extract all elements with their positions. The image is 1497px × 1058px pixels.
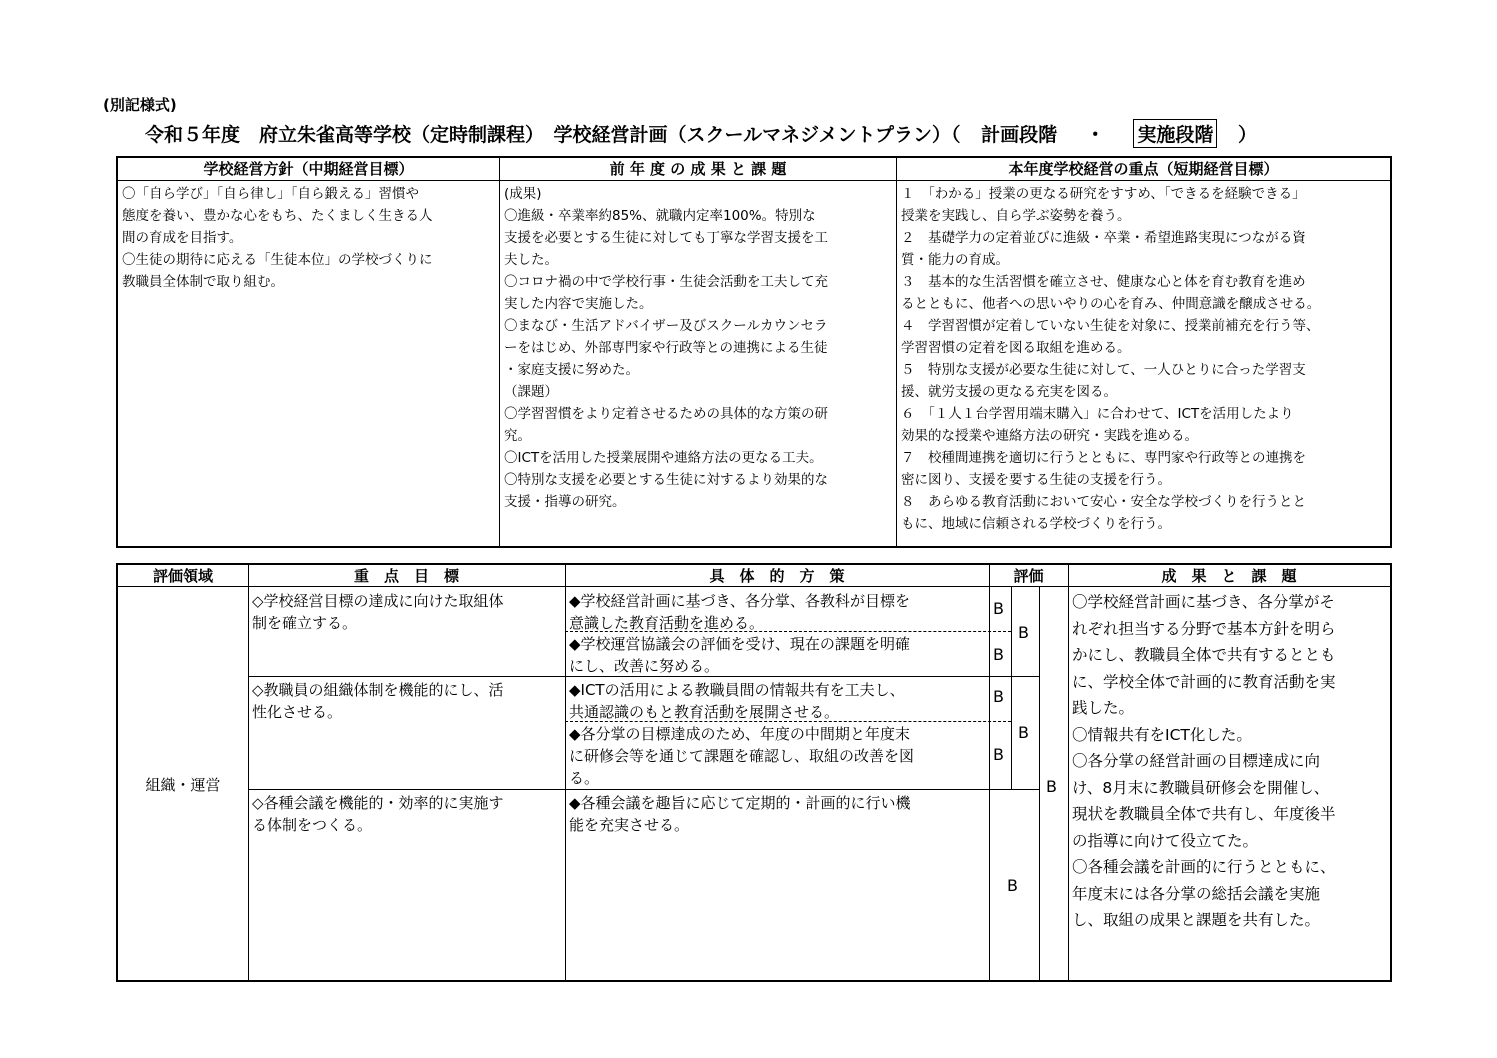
text-line: 究。	[504, 428, 531, 444]
column-divider	[248, 565, 249, 980]
text-line: 学習習慣の定着を図る取組を進める。	[901, 340, 1131, 356]
measure-4	[569, 723, 989, 789]
text-line: 〇進級・卒業率約85%、就職内定率100%。特別な	[504, 208, 816, 224]
stage-separator: ・	[1085, 124, 1105, 146]
measure-2	[569, 633, 989, 677]
text-line: る。	[569, 769, 600, 787]
text-line: ７ 校種間連携を適切に行うとともに、専門家や行政等との連携を	[901, 450, 1306, 466]
text-line: 〇生徒の期待に応える「生徒本位」の学校づくりに	[122, 252, 433, 268]
text-line: 〇情報共有をICT化した。	[1072, 725, 1252, 744]
text-line: 〇まなび・生活アドバイザー及びスクールカウンセラ	[504, 318, 828, 334]
header-results-issues: 成 果 と 課 題	[1068, 565, 1390, 587]
text-line: 〇学校経営計画に基づき、各分掌がそ	[1072, 593, 1335, 611]
current-focus-header: 本年度学校経営の重点（短期経営目標）	[897, 158, 1390, 181]
text-line: 共通認識のもと教育活動を展開させる。	[569, 703, 840, 721]
grade-measure-1: B	[993, 599, 1004, 618]
text-line: ◇各種会議を機能的・効率的に実施す	[252, 794, 504, 812]
text-line: 意識した教育活動を進める。	[569, 614, 765, 632]
row-divider	[248, 789, 1039, 790]
document-title: 令和５年度 府立朱雀高等学校（定時制課程） 学校経営計画（スクールマネジメントプラン）（	[145, 124, 961, 146]
text-line: 〇コロナ禍の中で学校行事・生徒会活動を工夫して充	[504, 274, 828, 290]
text-line: 教職員全体制で取り組む。	[122, 274, 284, 290]
text-line: ２ 基礎学力の定着並びに進級・卒業・希望進路実現につながる資	[901, 230, 1306, 246]
text-line: 〇学習習慣をより定着させるための具体的な方策の研	[504, 406, 828, 422]
text-line: し、取組の成果と課題を共有した。	[1072, 911, 1321, 929]
focus-goal-2	[252, 679, 560, 723]
text-line: 支援を必要とする生徒に対しても丁寧な学習支援を工	[504, 230, 828, 246]
text-line: 践した。	[1072, 699, 1135, 717]
stage-plan-label: 計画段階	[981, 124, 1058, 146]
text-line: 支援・指導の研究。	[504, 494, 626, 510]
header-evaluation-area: 評価領域	[118, 565, 248, 587]
grade-measure-4: B	[993, 745, 1004, 764]
text-line: かにし、教職員全体で共有するととも	[1072, 646, 1336, 664]
text-line: れぞれ担当する分野で基本方針を明ら	[1072, 619, 1336, 638]
measure-3	[569, 679, 989, 723]
text-line: ◆学校経営計画に基づき、各分掌、各教科が目標を	[569, 592, 910, 610]
text-line: 間の育成を目指す。	[122, 230, 243, 246]
text-line: 授業を実践し、自ら学ぶ姿勢を養う。	[901, 208, 1131, 224]
management-policy-table	[116, 156, 1392, 548]
measure-1	[569, 590, 989, 634]
text-line: 密に図り、支援を要する生徒の支援を行う。	[901, 472, 1171, 488]
text-line: 能を充実させる。	[569, 816, 690, 834]
header-evaluation: 評価	[989, 565, 1068, 587]
text-line: 性化させる。	[252, 703, 343, 721]
text-line: ◆各種会議を趣旨に応じて定期的・計画的に行い機	[569, 794, 911, 812]
text-line: の指導に向けて役立てた。	[1072, 831, 1259, 850]
form-label: (別記様式)	[103, 96, 177, 114]
text-line: もに、地域に信頼される学校づくりを行う。	[901, 516, 1171, 532]
column-divider	[1039, 587, 1040, 980]
title-close-paren: ）	[1238, 124, 1258, 146]
grade-measure-2: B	[993, 645, 1004, 664]
text-line: 〇各分掌の経営計画の目標達成に向	[1072, 752, 1321, 770]
text-line: 効果的な授業や連絡方法の研究・実践を進める。	[901, 428, 1198, 444]
column-divider	[1011, 587, 1012, 789]
policy-body	[118, 181, 499, 293]
text-line: に、学校全体で計画的に教育活動を実	[1072, 672, 1336, 691]
text-line: ５ 特別な支援が必要な生徒に対して、一人ひとりに合った学習支	[901, 362, 1306, 378]
column-divider	[565, 565, 566, 980]
grade-overall: B	[1046, 777, 1057, 796]
text-line: ーをはじめ、外部専門家や行政等との連携による生徒	[504, 340, 828, 356]
measure-5	[569, 792, 989, 836]
header-focus-goal: 重 点 目 標	[248, 565, 565, 587]
results-and-issues	[1072, 589, 1388, 934]
text-line: ◆ICTの活用による教職員間の情報共有を工夫し、	[569, 681, 905, 699]
focus-goal-3	[252, 792, 560, 836]
text-line: 〇「自ら学び」「自ら律し」「自ら鍛える」習慣や	[122, 186, 419, 202]
text-line: ４ 学習習慣が定着していない生徒を対象に、授業前補充を行う等、	[901, 318, 1320, 334]
column-divider	[1068, 565, 1069, 980]
text-line: 態度を養い、豊かな心をもち、たくましく生きる人	[122, 208, 433, 224]
text-line: ◇学校経営目標の達成に向けた取組体	[252, 592, 504, 610]
current-focus-column	[897, 158, 1390, 546]
text-line: ３ 基本的な生活習慣を確立させ、健康な心と体を育む教育を進め	[901, 274, 1306, 290]
text-line: 〇特別な支援を必要とする生徒に対するより効果的な	[504, 472, 828, 488]
evaluation-area-label: 組織・運営	[145, 776, 221, 794]
text-line: ◆各分掌の目標達成のため、年度の中間期と年度末	[569, 725, 910, 743]
previous-year-column	[500, 158, 897, 546]
text-line: 援、就労支援の更なる充実を図る。	[901, 384, 1117, 400]
policy-header: 学校経営方針（中期経営目標）	[118, 158, 499, 181]
text-line: 質・能力の育成。	[901, 252, 1009, 268]
text-line: ◆学校運営協議会の評価を受け、現在の課題を明確	[569, 635, 910, 653]
column-divider	[989, 565, 990, 980]
text-line: 夫した。	[504, 252, 558, 268]
previous-year-body	[500, 181, 896, 513]
text-line: 〇各種会議を計画的に行うとともに、	[1072, 858, 1336, 876]
text-line: (成果)	[504, 186, 542, 202]
header-specific-measures: 具 体 的 方 策	[565, 565, 989, 587]
policy-column	[118, 158, 500, 546]
text-line: け、8月末に教職員研修会を開催し、	[1072, 778, 1330, 797]
text-line: ・家庭支援に努めた。	[504, 362, 639, 378]
text-line: にし、改善に努める。	[569, 657, 720, 675]
text-line: 制を確立する。	[252, 614, 358, 632]
evaluation-table	[116, 563, 1392, 982]
text-line: に研修会等を通じて課題を確認し、取組の改善を図	[569, 747, 915, 765]
text-line: るとともに、他者への思いやりの心を育み、仲間意識を醸成させる。	[901, 296, 1321, 312]
focus-goal-1	[252, 590, 560, 634]
text-line: ８ あらゆる教育活動において安心・安全な学校づくりを行うとと	[901, 494, 1306, 510]
previous-year-header: 前 年 度 の 成 果 と 課 題	[500, 158, 896, 181]
text-line: １ 「わかる」授業の更なる研究をすすめ、「できるを経験できる」	[901, 186, 1306, 202]
grade-measure-3: B	[993, 687, 1004, 706]
text-line: ６ 「１人１台学習用端末購入」に合わせて、ICTを活用したより	[901, 406, 1294, 422]
current-focus-body	[897, 181, 1390, 535]
text-line: （課題）	[504, 384, 558, 400]
text-line: 現状を教職員全体で共有し、年度後半	[1072, 805, 1336, 823]
text-line: ◇教職員の組織体制を機能的にし、活	[252, 681, 504, 699]
grade-goal-3: B	[1007, 876, 1018, 895]
document-title-row	[145, 119, 1257, 148]
text-line: 〇ICTを活用した授業展開や連絡方法の更なる工夫。	[504, 450, 823, 466]
grade-goal-2: B	[1018, 723, 1029, 742]
stage-implementation-label: 実施段階	[1133, 119, 1217, 148]
text-line: 年度末には各分掌の総括会議を実施	[1072, 884, 1321, 903]
text-line: 実した内容で実施した。	[504, 296, 653, 312]
grade-goal-1: B	[1018, 623, 1029, 642]
text-line: る体制をつくる。	[252, 816, 373, 834]
